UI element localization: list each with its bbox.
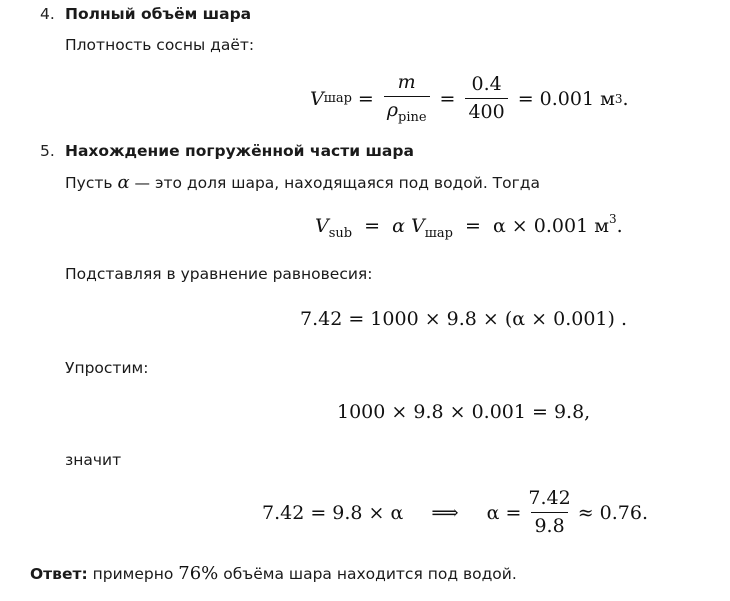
text: Пусть — [65, 174, 113, 192]
equals-sign: = — [364, 215, 381, 237]
answer-value: 76% — [178, 563, 219, 584]
fraction-742-over-98 — [525, 488, 573, 538]
equation-submerged-volume — [315, 212, 623, 241]
sub-sub: sub — [328, 226, 353, 241]
sub-pine: pine — [398, 109, 427, 125]
approx-result: ≈ 0.76. — [577, 501, 649, 524]
step-5-text-simplify: Упростим: — [65, 359, 149, 377]
rhs: α × 0.001 — [492, 215, 589, 237]
rho: ρ — [386, 98, 398, 121]
alpha: α — [117, 172, 130, 193]
period: . — [616, 215, 623, 237]
equation-full-volume — [310, 72, 629, 126]
step-5-intro — [65, 172, 540, 193]
equals-sign: = — [517, 87, 534, 110]
step-4-title: Полный объём шара — [65, 5, 252, 23]
numerator: m — [397, 71, 416, 93]
implies-arrow: ⟹ — [431, 501, 459, 524]
equation-alpha — [262, 488, 648, 538]
denominator: 9.8 — [531, 512, 567, 538]
var-v: V — [315, 215, 329, 237]
unit-exponent: 3 — [614, 91, 623, 106]
alpha: α — [392, 215, 405, 237]
step-5-title: Нахождение погружённой части шара — [65, 142, 414, 160]
result-value: 0.001 — [539, 87, 595, 110]
var-v: V — [310, 87, 324, 110]
step-5-text-substitute: Подставляя в уравнение равновесия: — [65, 265, 373, 283]
equation-simplify: 1000 × 9.8 × 0.001 = 9.8, — [337, 401, 591, 423]
left-side: 7.42 = 9.8 × α — [262, 501, 404, 524]
equals-sign: = — [357, 87, 374, 110]
numerator: 7.42 — [528, 487, 571, 509]
equation-equilibrium: 7.42 = 1000 × 9.8 × (α × 0.001) . — [300, 308, 627, 330]
answer-text: объёма шара находится под водой. — [223, 565, 517, 583]
sub-shar: шар — [323, 91, 352, 107]
period: . — [622, 87, 629, 110]
fraction-04-over-400 — [465, 74, 507, 124]
equals-sign: = — [464, 215, 481, 237]
step-5-number: 5. — [40, 142, 55, 160]
text: — это доля шара, находящаяся под водой. Тогда — [134, 174, 540, 192]
step-4-intro: Плотность сосны даёт: — [65, 36, 255, 54]
unit: м — [594, 215, 609, 237]
answer-line — [30, 563, 517, 584]
denominator — [384, 96, 430, 126]
var-v: V — [411, 215, 425, 237]
fraction-m-over-rho — [384, 72, 430, 126]
unit-exponent: 3 — [609, 212, 617, 226]
denominator: 400 — [465, 98, 507, 124]
answer-label: Ответ: — [30, 565, 88, 583]
equals-sign: = — [439, 87, 456, 110]
unit: м — [600, 87, 615, 110]
step-5-text-hence: значит — [65, 451, 122, 469]
alpha-equals: α = — [486, 501, 522, 524]
step-4-number: 4. — [40, 5, 55, 23]
numerator: 0.4 — [471, 73, 502, 96]
sub-shar: шар — [424, 226, 453, 241]
answer-text: примерно — [92, 565, 174, 583]
